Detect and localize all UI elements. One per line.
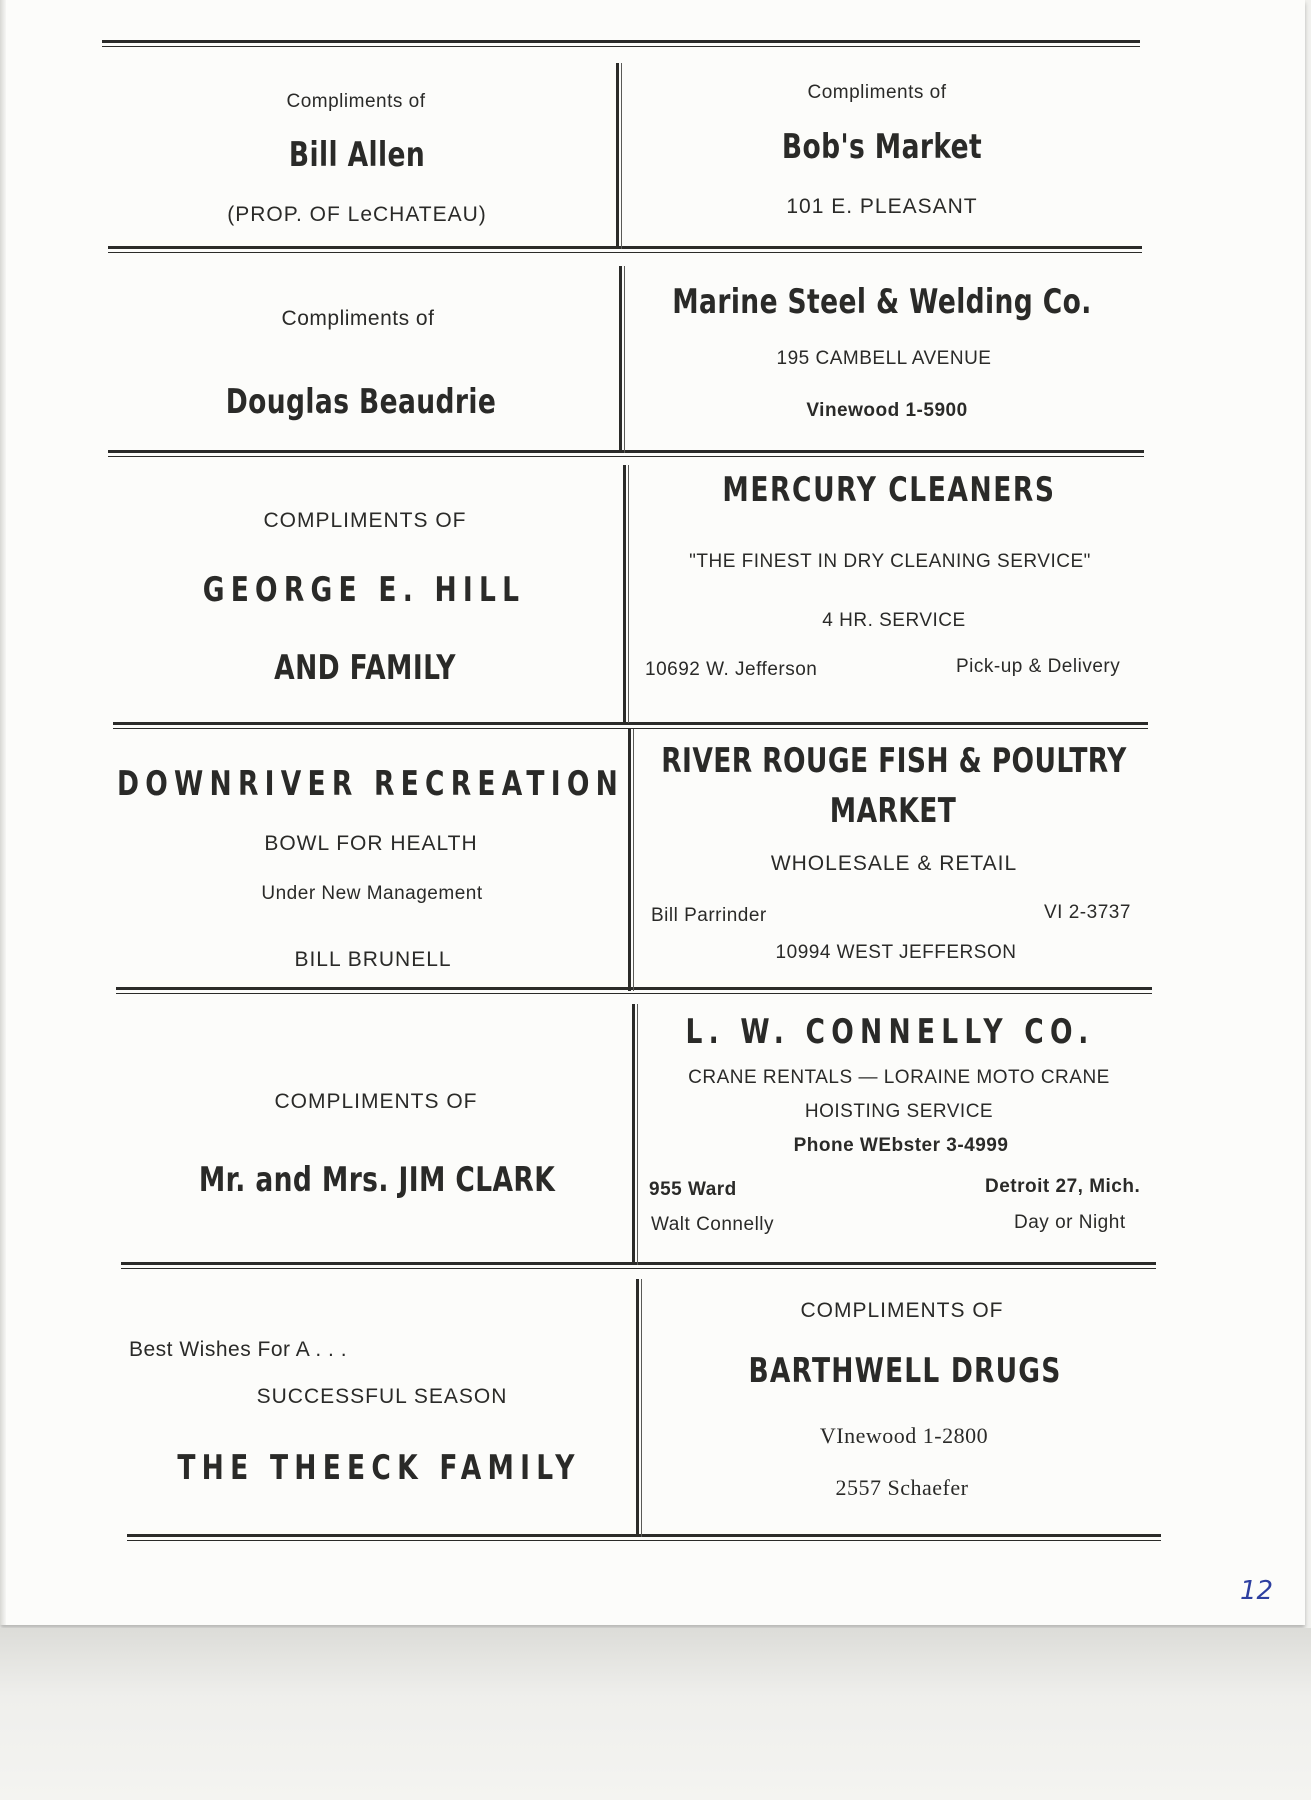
ad-address: 2557 Schaefer: [835, 1475, 969, 1500]
ad-slogan: "THE FINEST IN DRY CLEANING SERVICE": [689, 551, 1091, 572]
ad-compliments-text: Compliments of: [807, 82, 947, 103]
ad-street: 955 Ward: [649, 1179, 737, 1200]
divider: [108, 246, 1142, 253]
divider: [102, 40, 1140, 47]
ad-phone: VInewood 1-2800: [819, 1423, 989, 1448]
ad-name: L. W. CONNELLY CO.: [685, 1012, 1095, 1052]
column-divider: [632, 1004, 638, 1265]
ad-compliments-text: COMPLIMENTS OF: [274, 1090, 478, 1113]
ad-slogan: BOWL FOR HEALTH: [264, 832, 478, 855]
ad-name: RIVER ROUGE FISH & POULTRY: [661, 741, 1127, 781]
ad-address: 101 E. PLEASANT: [786, 195, 978, 218]
ad-address: 10994 WEST JEFFERSON: [775, 942, 1017, 963]
ad-subtext: (PROP. OF LeCHATEAU): [227, 203, 487, 226]
ad-delivery: Pick-up & Delivery: [956, 656, 1121, 677]
ad-phone: VI 2-3737: [1044, 902, 1131, 923]
ad-hours: Day or Night: [1014, 1212, 1126, 1233]
ad-type: WHOLESALE & RETAIL: [770, 852, 1018, 875]
page-number: 12: [1240, 1576, 1274, 1606]
ad-owner: Bill Parrinder: [651, 905, 767, 926]
divider: [127, 1534, 1161, 1541]
ad-city: Detroit 27, Mich.: [985, 1176, 1141, 1197]
ad-name: Bob's Market: [781, 127, 983, 167]
ad-service: 4 HR. SERVICE: [822, 610, 966, 631]
ad-name: THE THEECK FAMILY: [177, 1448, 581, 1488]
ad-name: BARTHWELL DRUGS: [748, 1351, 1062, 1391]
ad-compliments-text: COMPLIMENTS OF: [800, 1299, 1004, 1322]
ad-name: MERCURY CLEANERS: [722, 470, 1056, 510]
ad-name: Bill Allen: [288, 135, 426, 175]
ad-name-line2: MARKET: [829, 791, 957, 831]
page-edge-shadow: [0, 0, 6, 1625]
ad-compliments-text: Compliments of: [281, 307, 435, 330]
ad-address: 10692 W. Jefferson: [645, 659, 818, 680]
ad-compliments-text: Compliments of: [286, 91, 426, 112]
ad-phone: Phone WEbster 3-4999: [793, 1135, 1009, 1156]
ad-wishes: Best Wishes For A . . .: [129, 1338, 348, 1361]
ad-name: DOWNRIVER RECREATION: [117, 764, 625, 804]
scan-background: [0, 1628, 1311, 1800]
ad-wishes-line2: SUCCESSFUL SEASON: [256, 1385, 508, 1408]
ad-name: Douglas Beaudrie: [225, 382, 497, 422]
ad-owner: Walt Connelly: [651, 1214, 775, 1235]
column-divider: [619, 266, 625, 453]
column-divider: [628, 729, 634, 991]
ad-service: CRANE RENTALS — LORAINE MOTO CRANE: [688, 1067, 1110, 1088]
column-divider: [623, 465, 629, 723]
ad-name: Mr. and Mrs. JIM CLARK: [198, 1160, 556, 1200]
ad-service-line2: HOISTING SERVICE: [804, 1101, 994, 1122]
divider: [113, 722, 1148, 729]
ad-name-line2: AND FAMILY: [274, 648, 456, 688]
ad-owner: BILL BRUNELL: [294, 948, 452, 971]
ad-management: Under New Management: [261, 883, 483, 904]
ad-name: GEORGE E. HILL: [202, 570, 526, 610]
ad-address: 195 CAMBELL AVENUE: [776, 348, 992, 369]
ad-phone: Vinewood 1-5900: [806, 400, 968, 421]
ad-compliments-text: COMPLIMENTS OF: [263, 509, 467, 532]
column-divider: [616, 63, 622, 249]
column-divider: [636, 1279, 642, 1537]
divider: [108, 450, 1144, 457]
divider: [116, 987, 1152, 994]
ad-name: Marine Steel & Welding Co.: [672, 282, 1092, 322]
divider: [121, 1262, 1156, 1269]
